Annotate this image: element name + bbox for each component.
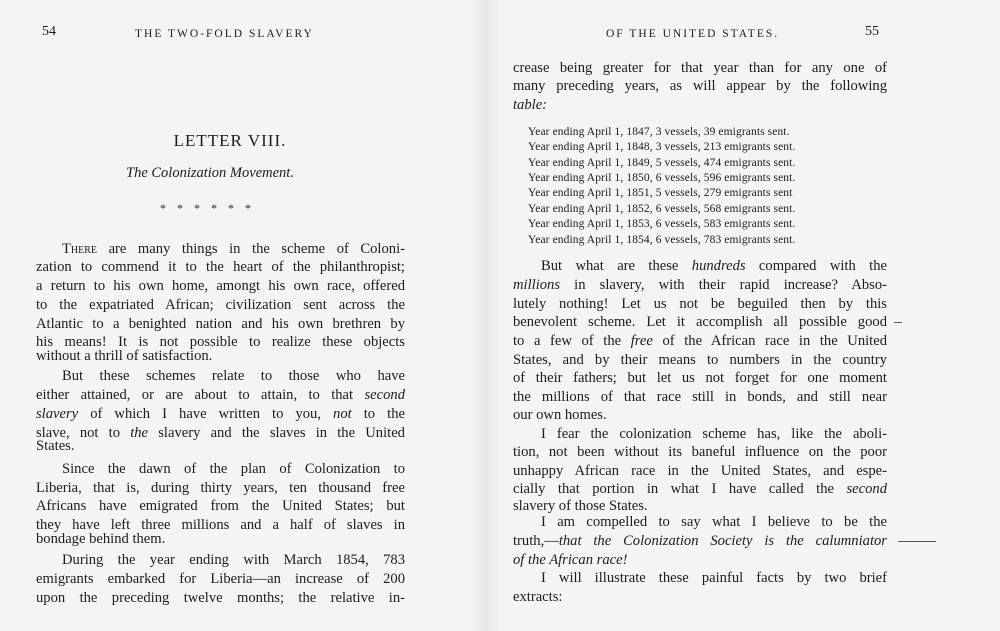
- text-line: benevolent scheme. Let it accomplish all possible good: [513, 314, 887, 330]
- table-row: Year ending April 1, 1849, 5 vessels, 474 emigrants sent.: [528, 157, 796, 169]
- text-line: they have left three millions and a half of slaves in: [36, 517, 405, 533]
- text-line: I will illustrate these painful facts by two brief: [541, 570, 887, 586]
- text-line: tion, not been without its baneful influence on the poor: [513, 444, 887, 460]
- text-line: the millions of that race still in bonds, and still near: [513, 389, 887, 405]
- margin-mark: [898, 541, 936, 542]
- left-page: [0, 0, 470, 631]
- text-line: Since the dawn of the plan of Colonization to: [62, 461, 405, 477]
- right-page-number: 55: [865, 24, 879, 39]
- text-line: bondage behind them.: [36, 531, 166, 547]
- table-row: Year ending April 1, 1850, 6 vessels, 596 emigrants sent.: [528, 172, 796, 184]
- text-line: of the African race!: [513, 552, 628, 568]
- text-line: States, and by their means to numbers in the country: [513, 352, 887, 368]
- table-row: Year ending April 1, 1852, 6 vessels, 568 emigrants sent.: [528, 203, 796, 215]
- left-running-head: THE TWO-FOLD SLAVERY: [135, 28, 314, 40]
- text-line: table:: [513, 97, 548, 113]
- text-line: slavery of which I have written to you, not to the: [36, 406, 405, 422]
- text-line: cially that portion in what I have called the second: [513, 481, 887, 497]
- text-line: extracts:: [513, 589, 563, 605]
- text-line: without a thrill of satisfaction.: [36, 348, 213, 364]
- text-line: millions in slavery, with their rapid increase? Abso-: [513, 277, 887, 293]
- table-row: Year ending April 1, 1853, 6 vessels, 583 emigrants sent.: [528, 218, 796, 230]
- text-line: But what are these hundreds compared with the: [541, 258, 887, 274]
- left-page-number: 54: [42, 24, 56, 39]
- text-line: unhappy African race in the United States, and espe-: [513, 463, 887, 479]
- text-line: emigrants embarked for Liberia—an increase of 200: [36, 571, 405, 587]
- table-row: Year ending April 1, 1854, 6 vessels, 783 emigrants sent.: [528, 234, 796, 246]
- text-line: But these schemes relate to those who have: [62, 368, 405, 384]
- right-running-head: OF THE UNITED STATES.: [606, 28, 780, 40]
- book-gutter: [470, 0, 500, 631]
- text-line: lutely nothing! Let us not be beguiled then by this: [513, 296, 887, 312]
- table-row: Year ending April 1, 1847, 3 vessels, 39 emigrants sent.: [528, 126, 790, 138]
- table-row: Year ending April 1, 1848, 3 vessels, 213 emigrants sent.: [528, 141, 796, 153]
- text-line: slave, not to the slavery and the slaves in the United: [36, 425, 405, 441]
- text-line: States.: [36, 438, 75, 454]
- text-line: our own homes.: [513, 407, 607, 423]
- section-ornament: * * * * * *: [160, 201, 251, 215]
- text-line: I fear the colonization scheme has, like the aboli-: [541, 426, 887, 442]
- letter-subtitle: The Colonization Movement.: [126, 165, 294, 181]
- text-line: his means! It is not possible to realize these objects: [36, 334, 405, 350]
- table-row: Year ending April 1, 1851, 5 vessels, 279 emigrants sent: [528, 187, 793, 199]
- text-line: zation to commend it to the heart of the philanthropist;: [36, 259, 405, 275]
- text-line: upon the preceding twelve months; the relative in-: [36, 590, 405, 606]
- text-line: truth,—that the Colonization Society is the calumniator: [513, 533, 887, 549]
- letter-title: LETTER VIII.: [173, 131, 287, 150]
- text-line: to the expatriated African; civilization sent across the: [36, 297, 405, 313]
- text-line: Africans have emigrated from the United States; but: [36, 498, 405, 514]
- text-line: I am compelled to say what I believe to be the: [541, 514, 887, 530]
- text-line: During the year ending with March 1854, 783: [62, 552, 405, 568]
- text-line: to a few of the free of the African race in the United: [513, 333, 887, 349]
- text-line: crease being greater for that year than for any one of: [513, 60, 887, 76]
- text-line: many preceding years, as will appear by the following: [513, 78, 887, 94]
- text-line: of their fathers; but let us not forget for one moment: [513, 370, 887, 386]
- right-page: [500, 0, 1000, 631]
- text-line: a return to his own home, amongt his own race, offered: [36, 278, 405, 294]
- text-line: either attained, or are about to attain, to that second: [36, 387, 405, 403]
- text-line: Liberia, that is, during thirty years, ten thousand free: [36, 480, 405, 496]
- text-line: Atlantic to a benighted nation and his own brethren by: [36, 316, 405, 332]
- text-line: slavery of those States.: [513, 498, 648, 514]
- text-line: There are many things in the scheme of Coloni-: [62, 241, 405, 257]
- margin-mark: [894, 322, 902, 323]
